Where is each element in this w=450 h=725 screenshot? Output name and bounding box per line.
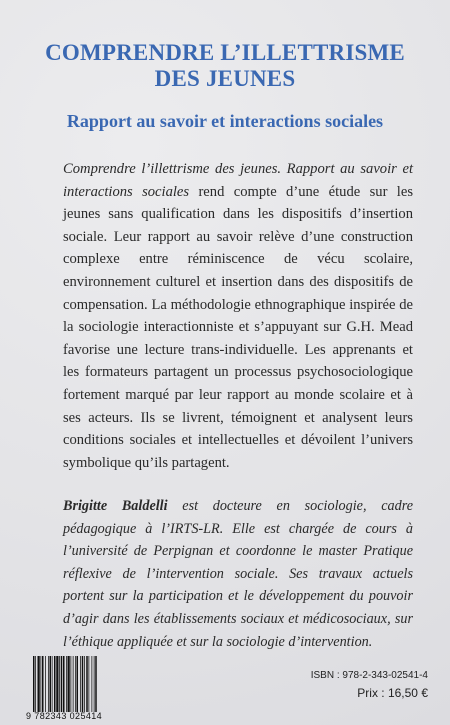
book-title [0,40,450,92]
author-paragraph [63,495,413,653]
summary-paragraph [63,158,413,474]
book-subtitle: Rapport au savoir et interactions sociales [66,111,384,131]
price-text: Prix : 16,50 € [357,686,428,700]
book-title-line1: COMPRENDRE L’ILLETTRISME [45,40,405,65]
author-name: Brigitte Baldelli [63,498,168,514]
barcode [33,656,121,716]
summary-text: rend compte d’une étude sur les jeunes sans qualification dans les dispositifs d’insertion sociale. Leur rapport au savoir relève d’une construction complexe entre réminiscence de vécu scolaire, environnement culturel et insertion dans des dispositifs de compensation. La méthodologie ethnographique inspirée de la sociologie interactionniste et s’appuyant sur G.H. Mead favorise une lecture trans-individuelle. Les apprenants et les formateurs partagent un processus psychosociologique fortement marqué par leur rapport au monde scolaire et à ses acteurs. Ils se livrent, témoignent et analysent leurs conditions sociales et intellectuelles et dévoilent l’univers symbolique qu’ils partagent. [63,183,413,471]
author-bio: est docteure en sociologie, cadre pédagogique à l’IRTS-LR. Elle est chargée de cours à l’université de Perpignan et coordonne le master Pratique réflexive de l’intervention sociale. Ses travaux actuels portent sur la participation et le développement du pouvoir d’agir dans les établissements sociaux et médicosociaux, sur l’éthique appliquée et sur la sociologie d’intervention. [63,498,413,650]
summary-italic-title: Comprendre l’illettrisme des jeunes. Rapport au savoir et interactions sociales [63,161,413,200]
isbn-text: ISBN : 978-2-343-02541-4 [310,670,428,681]
book-title-line2: DES JEUNES [154,66,296,91]
barcode-graphic [33,656,121,712]
barcode-digits: 9 782343 025414 [26,711,103,721]
